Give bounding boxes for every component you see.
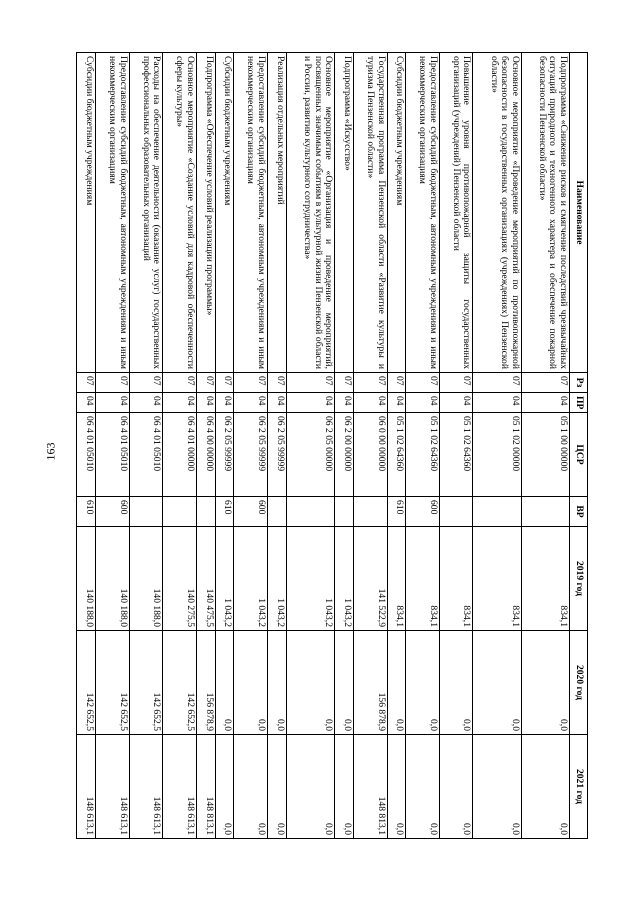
row-vr-cell: 600 (96, 497, 130, 527)
row-2020-cell: 0,0 (234, 631, 268, 735)
header-2020: 2020 год (570, 631, 588, 735)
row-2020-cell: 156 878,9 (353, 631, 387, 735)
row-2019-cell: 141 522,9 (353, 527, 387, 631)
rotated-table-container (76, 52, 588, 838)
row-vr-cell (473, 497, 521, 527)
row-csr-cell: 05 1 02 64360 (439, 413, 473, 497)
row-name-cell: Субсидии бюджетным учреждениям (77, 53, 96, 373)
row-2020-cell: 0,0 (387, 631, 406, 735)
row-pr-cell: 04 (163, 393, 197, 413)
header-csr: ЦСР (570, 413, 588, 497)
row-csr-cell: 05 1 02 00000 (473, 413, 521, 497)
row-rz-cell: 07 (439, 373, 473, 393)
row-rz-cell: 07 (163, 373, 197, 393)
header-2021: 2021 год (570, 735, 588, 839)
row-vr-cell (267, 497, 286, 527)
row-pr-cell: 04 (406, 393, 440, 413)
row-pr-cell: 04 (286, 393, 334, 413)
row-2020-cell: 0,0 (267, 631, 286, 735)
row-2020-cell: 0,0 (215, 631, 234, 735)
table-row (234, 53, 268, 839)
row-rz-cell: 07 (77, 373, 96, 393)
table-row (521, 53, 569, 839)
row-name-cell: Основное мероприятие «Организация и проведение мероприятий, посвященных значимым событиям в культурной жизни Пензенской области и России, развитию культурного сотрудничества» (286, 53, 334, 373)
row-2019-cell: 834,1 (387, 527, 406, 631)
row-2021-cell: 0,0 (473, 735, 521, 839)
table-row (215, 53, 234, 839)
row-vr-cell (335, 497, 354, 527)
row-pr-cell: 04 (267, 393, 286, 413)
row-pr-cell: 04 (335, 393, 354, 413)
row-vr-cell: 610 (387, 497, 406, 527)
table-row (473, 53, 521, 839)
row-pr-cell: 04 (234, 393, 268, 413)
row-name-cell: Реализация отдельных мероприятий (267, 53, 286, 373)
row-2020-cell: 142 652,5 (77, 631, 96, 735)
row-pr-cell: 04 (439, 393, 473, 413)
row-csr-cell: 06 4 00 00000 (196, 413, 215, 497)
row-2021-cell: 148 613,1 (96, 735, 130, 839)
row-2020-cell: 0,0 (286, 631, 334, 735)
row-2021-cell: 0,0 (286, 735, 334, 839)
row-2019-cell: 834,1 (473, 527, 521, 631)
row-csr-cell: 05 1 02 64360 (406, 413, 440, 497)
row-2019-cell: 1 043,2 (335, 527, 354, 631)
row-rz-cell: 07 (286, 373, 334, 393)
row-vr-cell: 600 (234, 497, 268, 527)
row-csr-cell: 06 2 05 99999 (215, 413, 234, 497)
row-vr-cell: 610 (77, 497, 96, 527)
header-rz: Рз (570, 373, 588, 393)
table-row (129, 53, 163, 839)
row-2020-cell: 0,0 (439, 631, 473, 735)
row-vr-cell (521, 497, 569, 527)
row-2019-cell: 1 043,2 (215, 527, 234, 631)
row-vr-cell (353, 497, 387, 527)
row-2019-cell: 834,1 (521, 527, 569, 631)
row-csr-cell: 06 4 01 05010 (96, 413, 130, 497)
row-2020-cell: 0,0 (335, 631, 354, 735)
row-name-cell: Основное мероприятие «Создание условий для кадровой обеспеченности сферы культуры» (163, 53, 197, 373)
row-csr-cell: 05 1 02 64360 (387, 413, 406, 497)
row-rz-cell: 07 (406, 373, 440, 393)
row-pr-cell: 04 (387, 393, 406, 413)
row-csr-cell: 06 2 05 99999 (267, 413, 286, 497)
row-2019-cell: 834,1 (439, 527, 473, 631)
row-rz-cell: 07 (215, 373, 234, 393)
row-2021-cell: 0,0 (406, 735, 440, 839)
row-vr-cell (439, 497, 473, 527)
table-row (267, 53, 286, 839)
row-2020-cell: 0,0 (473, 631, 521, 735)
row-2021-cell: 148 813,1 (196, 735, 215, 839)
row-name-cell: Предоставление субсидий бюджетным, автономным учреждениям и иным некоммерческим организациям (234, 53, 268, 373)
row-rz-cell: 07 (96, 373, 130, 393)
row-pr-cell: 04 (521, 393, 569, 413)
row-2020-cell: 142 652,5 (96, 631, 130, 735)
table-row (406, 53, 440, 839)
row-csr-cell: 06 0 00 00000 (353, 413, 387, 497)
table-row (439, 53, 473, 839)
row-name-cell: Субсидии бюджетным учреждениям (215, 53, 234, 373)
row-2019-cell: 1 043,2 (286, 527, 334, 631)
row-rz-cell: 07 (267, 373, 286, 393)
row-2020-cell: 142 652,5 (163, 631, 197, 735)
row-2021-cell: 0,0 (234, 735, 268, 839)
row-csr-cell: 06 2 05 00000 (286, 413, 334, 497)
table-header-row (570, 53, 588, 839)
row-2019-cell: 140 188,0 (77, 527, 96, 631)
header-name: Наименование (570, 53, 588, 373)
row-name-cell: Подпрограмма «Обеспечение условий реализации программы» (196, 53, 215, 373)
table-row (335, 53, 354, 839)
row-2021-cell: 148 813,1 (353, 735, 387, 839)
row-2021-cell: 148 613,1 (77, 735, 96, 839)
row-2020-cell: 156 878,9 (196, 631, 215, 735)
row-pr-cell: 04 (129, 393, 163, 413)
row-csr-cell: 06 4 01 05010 (77, 413, 96, 497)
budget-table (76, 52, 588, 839)
header-2019: 2019 год (570, 527, 588, 631)
row-2019-cell: 140 188,0 (96, 527, 130, 631)
row-name-cell: Предоставление субсидий бюджетным, автономным учреждениям и иным некоммерческим организациям (406, 53, 440, 373)
row-csr-cell: 06 2 05 99999 (234, 413, 268, 497)
row-pr-cell: 04 (196, 393, 215, 413)
row-name-cell: Повышение уровня противопожарной защиты государственных организаций (учреждений) Пензенской области (439, 53, 473, 373)
row-2020-cell: 0,0 (406, 631, 440, 735)
row-pr-cell: 04 (96, 393, 130, 413)
row-pr-cell: 04 (215, 393, 234, 413)
row-rz-cell: 07 (353, 373, 387, 393)
row-name-cell: Расходы на обеспечение деятельности (оказание услуг) государственных профессиональных образовательных организаций (129, 53, 163, 373)
table-row (196, 53, 215, 839)
row-csr-cell: 06 4 01 00000 (163, 413, 197, 497)
table-row (387, 53, 406, 839)
row-pr-cell: 04 (353, 393, 387, 413)
row-2021-cell: 0,0 (439, 735, 473, 839)
row-rz-cell: 07 (473, 373, 521, 393)
row-name-cell: Предоставление субсидий бюджетным, автономным учреждениям и иным некоммерческим организациям (96, 53, 130, 373)
row-rz-cell: 07 (129, 373, 163, 393)
row-name-cell: Основное мероприятие «Проведение мероприятий по противопожарной безопасности в государственных организациях (учреждениях) Пензенской области» (473, 53, 521, 373)
row-rz-cell: 07 (521, 373, 569, 393)
row-vr-cell (286, 497, 334, 527)
header-vr: ВР (570, 497, 588, 527)
row-pr-cell: 04 (77, 393, 96, 413)
row-2019-cell: 834,1 (406, 527, 440, 631)
page-number: 163 (43, 442, 58, 461)
row-csr-cell: 06 2 00 00000 (335, 413, 354, 497)
row-rz-cell: 07 (196, 373, 215, 393)
row-vr-cell (129, 497, 163, 527)
row-2021-cell: 0,0 (521, 735, 569, 839)
table-row (96, 53, 130, 839)
row-rz-cell: 07 (234, 373, 268, 393)
row-2019-cell: 140 475,5 (196, 527, 215, 631)
row-2021-cell: 0,0 (267, 735, 286, 839)
row-2021-cell: 148 613,1 (163, 735, 197, 839)
table-row (353, 53, 387, 839)
row-2021-cell: 148 613,1 (129, 735, 163, 839)
row-vr-cell (163, 497, 197, 527)
row-csr-cell: 05 1 00 00000 (521, 413, 569, 497)
row-rz-cell: 07 (335, 373, 354, 393)
row-name-cell: Подпрограмма «Искусство» (335, 53, 354, 373)
table-row (286, 53, 334, 839)
row-2020-cell: 0,0 (521, 631, 569, 735)
row-name-cell: Субсидии бюджетным учреждениям (387, 53, 406, 373)
row-vr-cell: 600 (406, 497, 440, 527)
row-2021-cell: 0,0 (387, 735, 406, 839)
row-2019-cell: 1 043,2 (234, 527, 268, 631)
row-2019-cell: 140 188,0 (129, 527, 163, 631)
table-row (77, 53, 96, 839)
table-row (163, 53, 197, 839)
row-2021-cell: 0,0 (335, 735, 354, 839)
row-2020-cell: 142 652,5 (129, 631, 163, 735)
table-body (77, 53, 570, 839)
row-name-cell: Подпрограмма «Снижение рисков и смягчение последствий чрезвычайных ситуаций природного и техногенного характера и обеспечение пожарной безопасности Пензенской области» (521, 53, 569, 373)
row-2021-cell: 0,0 (215, 735, 234, 839)
row-vr-cell: 610 (215, 497, 234, 527)
header-pr: ПР (570, 393, 588, 413)
row-2019-cell: 1 043,2 (267, 527, 286, 631)
row-name-cell: Государственная программа Пензенской области «Развитие культуры и туризма Пензенской области» (353, 53, 387, 373)
row-2019-cell: 140 275,5 (163, 527, 197, 631)
row-vr-cell (196, 497, 215, 527)
row-csr-cell: 06 4 01 05010 (129, 413, 163, 497)
row-rz-cell: 07 (387, 373, 406, 393)
row-pr-cell: 04 (473, 393, 521, 413)
